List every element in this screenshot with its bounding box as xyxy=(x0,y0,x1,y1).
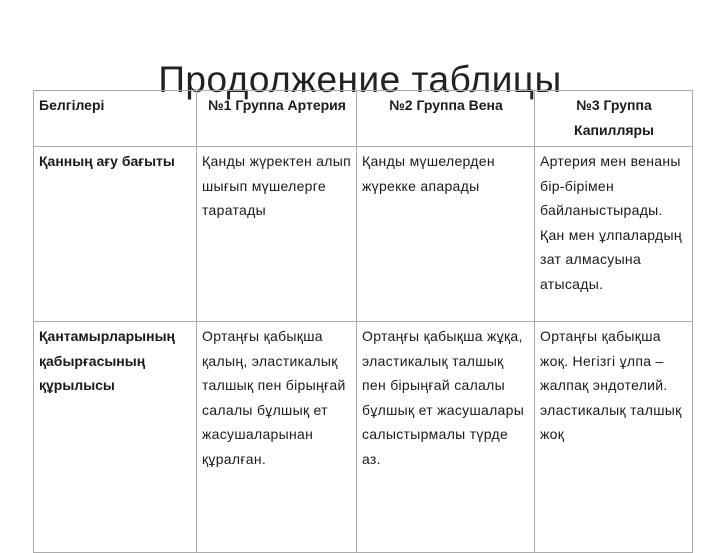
cell-vein-blood-flow: Қанды мүшелерден жүрекке апарады xyxy=(357,147,535,322)
cell-artery-wall-structure: Ортаңғы қабықша қалың, эластикалық талшық пен бірыңғай салалы бұлшық ет жасушаларынан құралған. xyxy=(197,322,357,553)
cell-vein-wall-structure: Ортаңғы қабықша жұқа, эластикалық талшық пен бірыңғай салалы бұлшық ет жасушалары салыстырмалы түрде аз. xyxy=(357,322,535,553)
comparison-table xyxy=(33,90,693,553)
header-group-2-vein: №2 Группа Вена xyxy=(357,91,535,147)
header-group-3-capillaries: №3 Группа Капилляры xyxy=(535,91,693,147)
row-label-wall-structure: Қантамырларының қабырғасының құрылысы xyxy=(34,322,197,553)
header-group-1-artery: №1 Группа Артерия xyxy=(197,91,357,147)
cell-capillaries-wall-structure: Ортаңғы қабықша жоқ. Негізгі ұлпа – жалпақ эндотелий. эластикалық талшық жоқ xyxy=(535,322,693,553)
header-features: Белгілері xyxy=(34,91,197,147)
row-label-blood-flow: Қанның ағу бағыты xyxy=(34,147,197,322)
table-header-row xyxy=(34,91,693,147)
slide-title: Продолжение таблицы xyxy=(158,59,562,100)
table-row-wall-structure xyxy=(34,322,693,553)
cell-capillaries-blood-flow: Артерия мен венаны бір-бірімен байланыстырады. Қан мен ұлпалардың зат алмасуына атысады. xyxy=(535,147,693,322)
cell-artery-blood-flow: Қанды жүректен алып шығып мүшелерге таратады xyxy=(197,147,357,322)
table-row-blood-flow xyxy=(34,147,693,322)
